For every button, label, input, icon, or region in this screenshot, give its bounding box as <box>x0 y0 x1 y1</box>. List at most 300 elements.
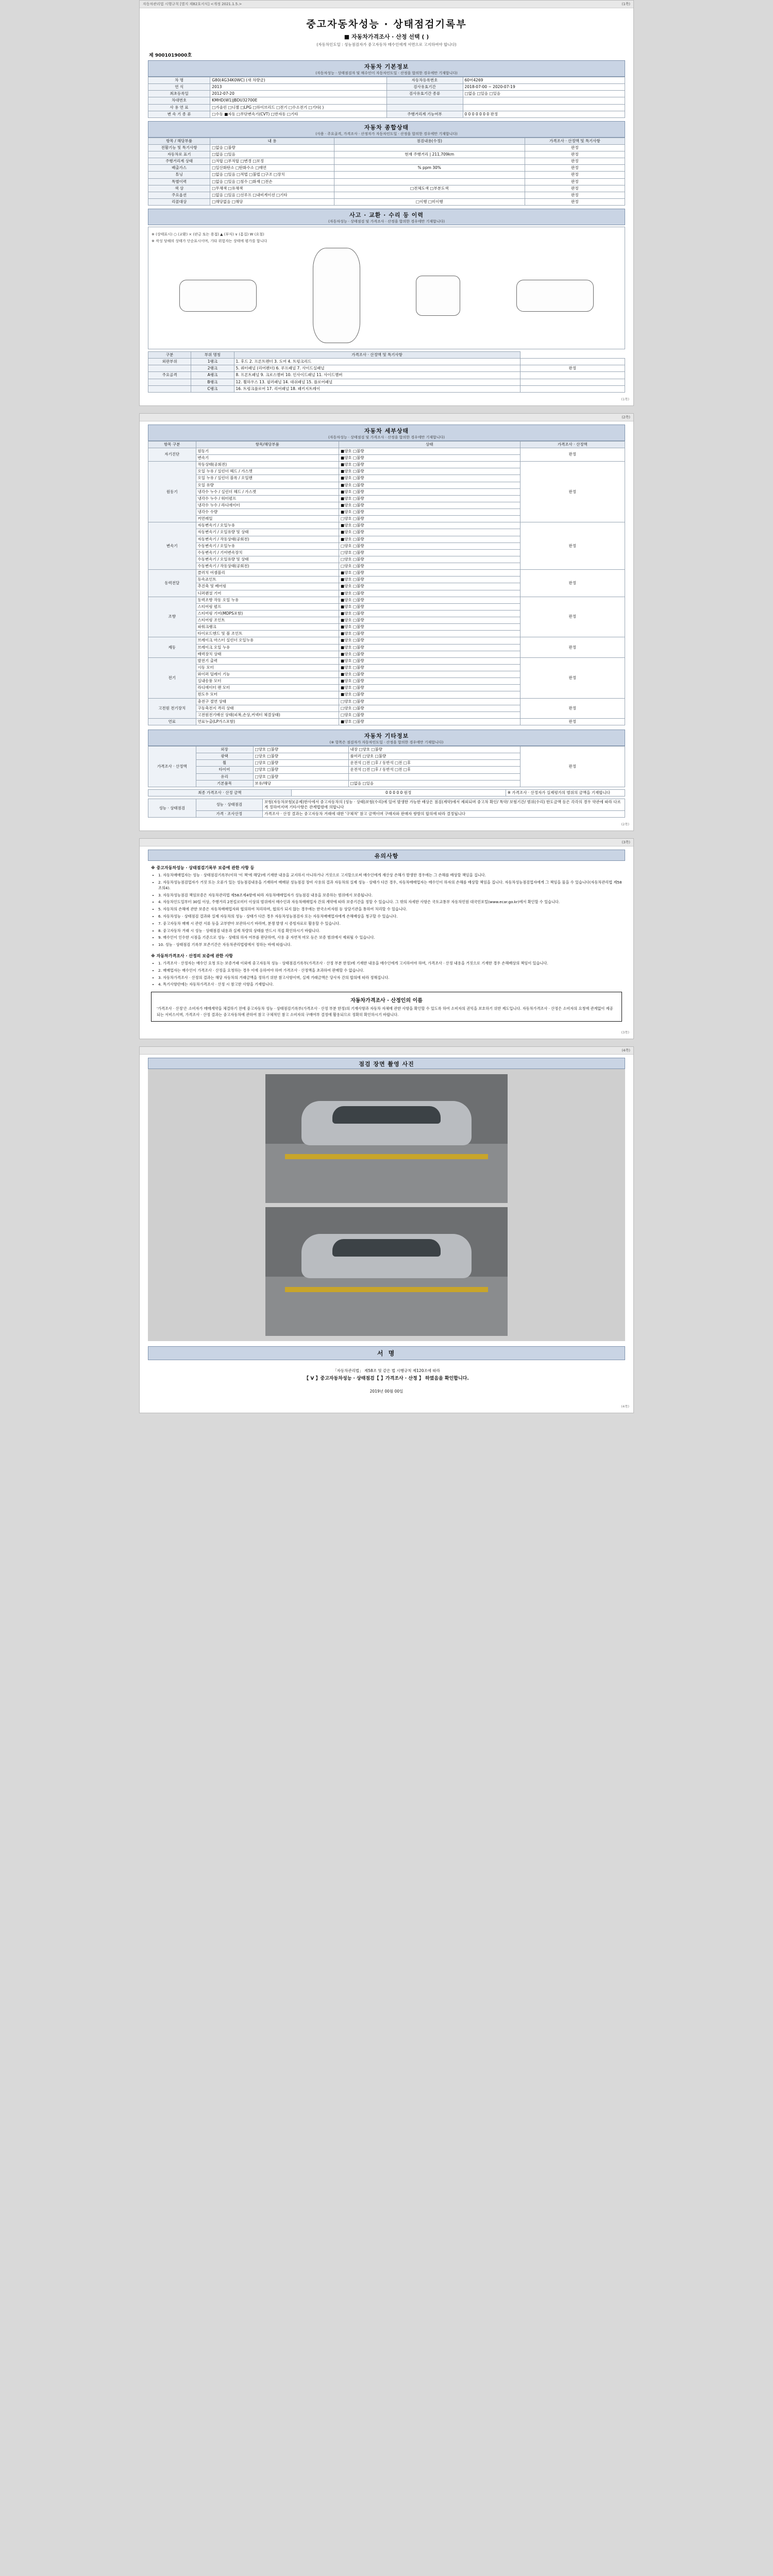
detail-state: ■양호 □불량 <box>339 495 520 502</box>
detail-part: 자동변속기 / 작동상태(공회전) <box>196 536 339 543</box>
accident-note-1: ※ (상태표시) ○ (교환) × (판금 또는 용접) ▲ (부식) ∨ (흠집) W (요철) <box>152 232 264 236</box>
etc-item-2: 룸미러 □양호 □불량 <box>348 753 520 760</box>
detail-part: 수동변속기 / 기어변속장치 <box>196 549 339 556</box>
overall-row <box>148 165 625 172</box>
detail-state: ■양호 □불량 <box>339 624 520 631</box>
detail-value: 판정 <box>520 698 625 718</box>
etc-item: 기본품목 <box>196 780 253 787</box>
parts-category <box>148 385 191 392</box>
parts-rank: 2랭크 <box>191 365 234 372</box>
section-basic-note: (자동차성능 · 상태점검자 및 매수인이 자동차인도일 · 산정을 합의한 경우에만 기재합니다) <box>315 71 458 75</box>
detail-group-label: 제동 <box>148 637 196 657</box>
overall-row <box>148 144 625 151</box>
etc-state: 보유/해당 <box>253 780 348 787</box>
final-price-value: 0 0 0 0 0 원정 <box>291 789 506 796</box>
detail-value: 판정 <box>520 448 625 461</box>
detail-state: ■양호 □불량 <box>339 678 520 685</box>
vehicle-side-right-diagram <box>516 280 594 312</box>
overall-detail <box>334 158 525 165</box>
detail-state: ■양호 □불량 <box>339 597 520 603</box>
notice-item: • 10. 성능 · 상태점검 기록부 보존기간은 자동차관리법령에서 정하는 바에 따릅니다. <box>158 942 622 948</box>
basic-label-2 <box>386 97 463 104</box>
detail-state: ■양호 □불량 <box>339 631 520 637</box>
overall-item: 자동차로 표기 <box>148 151 210 158</box>
overall-value: 판정 <box>525 172 625 178</box>
detail-state: ■양호 □불량 <box>339 590 520 597</box>
basic-value-2: 0 0 0 0 0 0 0 판정 <box>463 111 625 117</box>
basic-label: 연 식 <box>148 84 210 91</box>
pledge-title: 자동차가격조사 · 산정인의 이름 <box>350 998 423 1004</box>
page-4-number: (4쪽) <box>621 1048 630 1053</box>
overall-item: 리콜대상 <box>148 198 210 205</box>
section-photos <box>148 1058 625 1069</box>
inspection-photo-2 <box>265 1207 508 1336</box>
signature-title: 서 명 <box>148 1346 625 1360</box>
page-2 <box>139 413 634 832</box>
parts-names: 12. 휠하우스 13. 필러패널 14. 대쉬패널 15. 플로어패널 <box>234 379 520 385</box>
detail-value: 판정 <box>520 657 625 698</box>
basic-info-row <box>148 97 625 104</box>
detail-col-header: 가격조사 · 산정액 <box>520 441 625 448</box>
detail-group-label: 자기진단 <box>148 448 196 461</box>
detail-value: 판정 <box>520 637 625 657</box>
section-overall-note: (사용 · 주요골격, 가격조사 · 산정자가 자동차인도일 · 산정을 합의한 경우에만 기재합니다) <box>315 131 458 136</box>
detail-row <box>148 597 625 603</box>
guarantee-row <box>148 799 625 810</box>
etc-judgement: 판정 <box>520 747 625 787</box>
guarantee-label: 가격 · 조사산정 <box>196 811 263 818</box>
detail-state: ■양호 □불량 <box>339 462 520 468</box>
etc-value-header: 가격조사 · 산정액 <box>148 747 196 787</box>
overall-item: 특별이력 <box>148 178 210 185</box>
document-subtitle: ■ 자동차가격조사 · 산정 선택 ( ) <box>344 33 429 40</box>
detail-state-table <box>148 441 625 725</box>
pledge-box <box>151 992 622 1022</box>
detail-state: ■양호 □불량 <box>339 583 520 590</box>
overall-item: 튜닝 <box>148 172 210 178</box>
detail-state: ■양호 □불량 <box>339 529 520 536</box>
overall-row <box>148 151 625 158</box>
overall-value: 판정 <box>525 178 625 185</box>
detail-part: 클러치 어셈블리 <box>196 570 339 577</box>
detail-state: ■양호 □불량 <box>339 644 520 651</box>
detail-part: 충전구 절연 상태 <box>196 698 339 705</box>
basic-value: 2012-07-20 <box>210 91 386 97</box>
basic-value: □수동 ■자동 □무단변속기(CVT) □반자동 □기타 <box>210 111 386 117</box>
parts-category <box>148 365 191 372</box>
notice-head: ※ 중고자동차성능 · 상태점검기록부 보증에 관한 사항 등 <box>151 866 255 871</box>
overall-value: 판정 <box>525 198 625 205</box>
detail-part: 냉각수 누수 / 라디에이터 <box>196 502 339 509</box>
detail-part: 발전기 출력 <box>196 657 339 664</box>
parts-category <box>148 379 191 385</box>
page-1 <box>139 0 634 406</box>
detail-value: 판정 <box>520 570 625 597</box>
detail-state: ■양호 □불량 <box>339 685 520 691</box>
etc-item-2: 운전석 □전 □후 / 동반석 □전 □후 <box>348 767 520 773</box>
detail-part: 고전원전기배선 상태(피복,손상,커넥터 체결상태) <box>196 711 339 718</box>
overall-col-header: 가격조사 · 산정액 및 특기사항 <box>525 138 625 144</box>
detail-part: 시동 모터 <box>196 664 339 671</box>
overall-detail: 현재 주행거리 | 211,709km <box>334 151 525 158</box>
parts-value <box>520 385 625 392</box>
overall-row <box>148 185 625 192</box>
etc-state: □양호 □불량 <box>253 773 348 780</box>
overall-detail: □이행 □미이행 <box>334 198 525 205</box>
basic-label: 차대번호 <box>148 97 210 104</box>
parts-value <box>520 359 625 365</box>
guarantee-text: 보험(자동차보험)(공제)한사에서 중고자동차의 (성능 · 상태)보험(수리)에 있어 발생한 가능한 배상은 점검(계약)에서 제외되며 중고차 확인/ 특약/ 보험기간/ 범위(수리) 한도금액 등은 각각의 경우 약관에 따라 다르게 정하여지며 기타사항은 관계법령에 의합니다 <box>263 799 625 810</box>
overall-detail <box>334 144 525 151</box>
accident-note-2: ※ 작성 당해의 상태가 단순표시이며, 기타 위험자는 상태에 평가를 합니다 <box>152 239 267 243</box>
etc-item: 외장 <box>196 747 253 753</box>
overall-value: 판정 <box>525 165 625 172</box>
notice-item: • 3. 자동차성능점검 책임보증은 자동차관리법 제58조제4항에 따라 자동차매매업자가 성능점검 내용을 보증하는 범위에서 보증됩니다. <box>158 893 622 899</box>
section-etc-note: (※ 항목은 점검자가 자동차인도일 · 산정을 합의한 경우에만 기재합니다) <box>329 740 444 744</box>
detail-part: 자동변속기 / 오일누유 <box>196 522 339 529</box>
basic-value-2: □없음 □있음 □있음 <box>463 91 625 97</box>
vehicle-diagram <box>152 245 621 346</box>
detail-state: ■양호 □불량 <box>339 577 520 583</box>
section-accident <box>148 209 625 225</box>
basic-info-row <box>148 104 625 111</box>
photos-title: 점검 장면 촬영 사진 <box>359 1061 414 1068</box>
overall-col-header: 점검내용(수정) <box>334 138 525 144</box>
detail-part: 수동변속기 / 오일유량 및 상태 <box>196 556 339 563</box>
etc-item: 휠 <box>196 760 253 767</box>
overall-col-header: 항목 / 해당부품 <box>148 138 210 144</box>
detail-row <box>148 698 625 705</box>
section-accident-note: (자동차성능 · 상태점검 및 가격조사 · 산정을 합의한 경우에만 기재합니다) <box>328 219 445 224</box>
detail-col-header: 항목/해당부품 <box>196 441 339 448</box>
section-overall-title: 자동차 종합상태 <box>364 124 409 131</box>
detail-value: 판정 <box>520 522 625 570</box>
detail-state: ■양호 □불량 <box>339 522 520 529</box>
overall-value: 판정 <box>525 192 625 198</box>
etc-row <box>148 747 625 753</box>
guarantee-label: 성능 · 상태점검 <box>196 799 263 810</box>
parts-names: 5. 쿼터패널 (리어펜더) 6. 루프패널 7. 사이드실패널 <box>234 365 520 372</box>
document-number: 제 9001019000호 <box>149 53 192 58</box>
detail-state: ■양호 □불량 <box>339 468 520 475</box>
section-etc <box>148 730 625 746</box>
overall-item: 전활기능 및 특기사항 <box>148 144 210 151</box>
section-basic-title: 자동차 기본정보 <box>364 63 409 70</box>
basic-value: G80(4G34K0WC) (새 차량금) <box>210 77 386 84</box>
overall-value: 판정 <box>525 185 625 192</box>
detail-part: 자동변속기 / 오일유량 및 상태 <box>196 529 339 536</box>
detail-part: 냉각수 누수 / 실린더 헤드 / 가스켓 <box>196 488 339 495</box>
detail-group-label: 변속기 <box>148 522 196 570</box>
notice-subhead: ※ 자동차가격조사 · 산정의 보증에 관한 사항 <box>151 954 233 959</box>
detail-state: □양호 □불량 <box>339 705 520 711</box>
parts-rank: A랭크 <box>191 372 234 379</box>
detail-part: 냉각수 누수 / 워터펌프 <box>196 495 339 502</box>
detail-state: ■양호 □불량 <box>339 475 520 482</box>
basic-label-2: 검사유효기간 종류 <box>386 91 463 97</box>
detail-state: ■양호 □불량 <box>339 509 520 516</box>
section-detail-state <box>148 425 625 441</box>
basic-value: KMHD(W1)JBDU32700E <box>210 97 386 104</box>
detail-state: ■양호 □불량 <box>339 536 520 543</box>
page-3-number: (3쪽) <box>621 840 630 845</box>
basic-info-row <box>148 77 625 84</box>
detail-col-header: 항목 구분 <box>148 441 196 448</box>
basic-value-2 <box>463 104 625 111</box>
page-2-header <box>140 414 633 421</box>
detail-part: 등속죠인트 <box>196 577 339 583</box>
basic-info-row <box>148 111 625 117</box>
detail-part: 실내송풍 모터 <box>196 678 339 685</box>
detail-state: □양호 □불량 <box>339 698 520 705</box>
detail-part: 파워크랭크 <box>196 624 339 631</box>
detail-part: 오일 누유 / 실린더 헤드 / 가스켓 <box>196 468 339 475</box>
detail-group-label: 원동기 <box>148 462 196 522</box>
detail-row <box>148 637 625 644</box>
basic-value-2 <box>463 97 625 104</box>
etc-item-2: □없음 □있음 <box>348 780 520 787</box>
etc-table <box>148 746 625 787</box>
section-notice <box>148 850 625 861</box>
detail-part: 수동변속기 / 작동상태(공회전) <box>196 563 339 570</box>
detail-part: 타이로드엔드 및 볼 조인트 <box>196 631 339 637</box>
detail-state: ■양호 □불량 <box>339 603 520 610</box>
overall-item: 주행거리계 상태 <box>148 158 210 165</box>
signature-line-1: 「자동차관리법」 제58조 및 같은 법 시행규칙 제120조에 따라 <box>333 1368 440 1374</box>
overall-col-header: 내 용 <box>210 138 334 144</box>
parts-rank: B랭크 <box>191 379 234 385</box>
basic-value: □가솔린 □디젤 □LPG □하이브리드 □전기 □수소전기 □기타( ) <box>210 104 386 111</box>
detail-value: 판정 <box>520 597 625 637</box>
overall-value: 판정 <box>525 144 625 151</box>
detail-part: 스티어링 기어(MDPS포함) <box>196 610 339 617</box>
detail-state: ■양호 □불량 <box>339 664 520 671</box>
etc-item: 광택 <box>196 753 253 760</box>
overall-row <box>148 178 625 185</box>
overall-content: □없음 □불량 <box>210 144 334 151</box>
basic-label-2: 주행거리계 기능여부 <box>386 111 463 117</box>
etc-state: □양호 □불량 <box>253 767 348 773</box>
overall-row <box>148 192 625 198</box>
detail-part: 와이퍼 딜레이 기능 <box>196 671 339 678</box>
vehicle-front-diagram <box>416 276 460 316</box>
document-title: 중고자동차성능 · 상태점검기록부 <box>306 19 467 30</box>
notice-item: • 2. 자동차성능점검업자가 거짓 또는 오류가 있는 성능점검내용을 기재하여 매매된 성능점검 장비 사용의 결과 자동차의 실제 성능 · 상태가 다른 경우, 자동차매매업자는 매수인이 하자의 손해를 배상할 책임을 집니다. 자동차성능점검업자에게 그 책임을 물을 수 있습니다(자동차관리법 제58조의4). <box>158 880 622 891</box>
section-etc-title: 자동차 기타정보 <box>364 733 409 739</box>
detail-state: □양호 □불량 <box>339 556 520 563</box>
overall-item: 배출가스 <box>148 165 210 172</box>
page-2-number: (2쪽) <box>621 415 630 419</box>
parts-value <box>520 379 625 385</box>
overall-row <box>148 158 625 165</box>
parts-row <box>148 379 625 385</box>
detail-state: ■양호 □불량 <box>339 570 520 577</box>
basic-value-2: 2018-07-00 ~ 2020-07-19 <box>463 84 625 91</box>
detail-part: 동력조향 작동 오일 누유 <box>196 597 339 603</box>
detail-state: □양호 □불량 <box>339 549 520 556</box>
detail-part: 변속기 <box>196 455 339 462</box>
accident-parts-table <box>148 351 625 393</box>
detail-part: 라디에이터 팬 모터 <box>196 685 339 691</box>
notice-item: • 4. 자동차인도일부터 30일 이상, 주행거리 2천킬로미터 이상의 범위에서 매수인과 자동차매매업자 간의 계약에 따라 보증기간을 정할 수 있습니다. 그 밖의 자세한 사항은 국토교통부 자동차민원 대국민포털(www.ecar.go.kr)에서 확인할 수 있습니다. <box>158 900 622 905</box>
page-4-footer: (4쪽) <box>621 1404 629 1409</box>
detail-state: ■양호 □불량 <box>339 502 520 509</box>
page-4-header <box>140 1047 633 1055</box>
detail-part: 스티어링 펌프 <box>196 603 339 610</box>
etc-item-2: 운전석 □전 □후 / 동반석 □전 □후 <box>348 760 520 767</box>
detail-part: 냉각수 수량 <box>196 509 339 516</box>
notice-item: • 1. 자동차매매업자는 성능 · 상태점검기록부(이하 '이 책'에 해당)에 기재한 내용을 교지하지 아니하거나 거짓으로 고지할으로써 매수인에게 재산상 손해가 발생한 경우에는 그 손해를 배상할 책임을 집니다. <box>158 873 622 878</box>
page-1-footer: (1쪽) <box>621 397 629 401</box>
overall-content: □없음 □있음 □선루프 □내비게이션 □기타 <box>210 192 334 198</box>
overall-item: 색 상 <box>148 185 210 192</box>
parts-row <box>148 385 625 392</box>
guarantee-text: 가격조사 · 산정 결과는 중고자동차 거래에 대한 '구체적' 참고 금액이며 구매자와 판매자 쌍방의 합의에 따라 결정됩니다 <box>263 811 625 818</box>
basic-label: 차 명 <box>148 77 210 84</box>
guarantee-table <box>148 799 625 818</box>
detail-state: □양호 □불량 <box>339 563 520 570</box>
signature-line-2: 【 Ⅴ 】중고자동차성능 · 상태점검【 】가격조사 · 산정 】 하였음을 확인합니다. <box>304 1376 469 1381</box>
overall-content: □해당없음 □해당 <box>210 198 334 205</box>
parts-row <box>148 365 625 372</box>
parts-row <box>148 359 625 365</box>
detail-group-label: 연료 <box>148 718 196 725</box>
detail-part: 배력장치 상태 <box>196 651 339 657</box>
etc-item: 타이어 <box>196 767 253 773</box>
pledge-body: '가격조사 · 산정'은 소비자가 매매계약을 체결하기 전에 중고자동차 성능 · 상태점검기록부(가격조사 · 산정 부분 한정)의 기재사항과 자동차 자체에 관한 사항을 확인할 수 있도록 하여 소비자의 권익을 보호하기 위한 제도입니다. 자동차가격조사 · 산정은 소비자의 요청에 관계없이 제공되는 서비스이며, 가격조사 · 산정 결과는 중고자동차에 관하여 참고 구체적인 참고 소비자의 구매여부 결정에 활용되므로 정확히 확인하시기 바랍니다. <box>157 1006 613 1017</box>
overall-item: 주요옵션 <box>148 192 210 198</box>
notice-sublist <box>151 961 622 988</box>
parts-value: 판정 <box>520 365 625 372</box>
basic-label-2: 자동차등록번호 <box>386 77 463 84</box>
detail-part: 작동상태(공회전) <box>196 462 339 468</box>
detail-group-label: 고전원 전기장치 <box>148 698 196 718</box>
etc-state: □양호 □불량 <box>253 747 348 753</box>
photo-area <box>148 1069 625 1341</box>
page-1-number: (1쪽) <box>621 2 630 6</box>
basic-label-2 <box>386 104 463 111</box>
detail-row <box>148 657 625 664</box>
detail-state: ■양호 □불량 <box>339 718 520 725</box>
notice-title: 유의사항 <box>374 853 399 860</box>
overall-detail <box>334 172 525 178</box>
parts-category: 주요골격 <box>148 372 191 379</box>
detail-group-label: 전기 <box>148 657 196 698</box>
basic-label-2: 검사유효기간 <box>386 84 463 91</box>
parts-rank: 1랭크 <box>191 359 234 365</box>
detail-state: ■양호 □불량 <box>339 488 520 495</box>
detail-part: 구동축전지 격리 상태 <box>196 705 339 711</box>
parts-col-header: 부위 명칭 <box>191 352 234 359</box>
detail-state: □양호 □불량 <box>339 516 520 522</box>
inspection-photo-1 <box>265 1074 508 1203</box>
etc-item-2 <box>348 773 520 780</box>
overall-row <box>148 172 625 178</box>
final-price-label: 최종 가격조사 · 산정 금액 <box>148 789 292 796</box>
detail-group-label: 동력전달 <box>148 570 196 597</box>
detail-state: ■양호 □불량 <box>339 455 520 462</box>
final-price-table <box>148 789 625 796</box>
parts-names: 8. 프론트패널 9. 크로스멤버 10. 인사이드패널 11. 사이드멤버 <box>234 372 520 379</box>
detail-state: ■양호 □불량 <box>339 617 520 624</box>
accident-diagram-box <box>148 227 625 349</box>
vehicle-top-diagram <box>313 248 360 343</box>
notice-sub-item: • 3. 자동차가격조사 · 산정의 결과는 해당 자동차의 거래금액을 정하기 위한 참고사항이며, 실제 거래금액은 당사자 간의 합의에 따라 정해집니다. <box>158 975 622 981</box>
detail-state: ■양호 □불량 <box>339 671 520 678</box>
detail-state: ■양호 □불량 <box>339 482 520 488</box>
basic-label: 사 용 연 료 <box>148 104 210 111</box>
detail-part: 커먼레일 <box>196 516 339 522</box>
page-2-footer: (2쪽) <box>621 822 629 827</box>
detail-row <box>148 462 625 468</box>
overall-detail <box>334 192 525 198</box>
detail-part: 원동기 <box>196 448 339 454</box>
detail-state: ■양호 □불량 <box>339 691 520 698</box>
section-detail-title: 자동차 세부상태 <box>364 427 409 434</box>
parts-col-header: 가격조사 · 산정액 및 특기사항 <box>234 352 520 359</box>
signature-date: 2019년 00월 00일 <box>369 1388 404 1394</box>
detail-part: 브레이크 오일 누유 <box>196 644 339 651</box>
detail-state: □양호 □불량 <box>339 711 520 718</box>
etc-state: □양호 □불량 <box>253 753 348 760</box>
form-legal-ref: 자동차관리법 시행규칙 [별지 제82호서식] <개정 2021.1.5.> <box>143 2 242 6</box>
page-3 <box>139 838 634 1039</box>
detail-part: 연료누출(LP가스포함) <box>196 718 339 725</box>
overall-table <box>148 138 625 206</box>
notice-sub-item: • 1. 가격조사 · 산정자는 매수인 요청 또는 보증거래 이외에 중고자동차 성능 · 상태점검기록부(가격조사 · 산정 부분 한정)에 기재한 내용을 매수인에게 고지하여야 하며, 가격조사 · 산정 내용을 거짓으로 기재한 경우 손해배상의 책임이 있습니다. <box>158 961 622 967</box>
overall-content: □무채색 □유채색 <box>210 185 334 192</box>
parts-names: 1. 후드 2. 프론트펜더 3. 도어 4. 트렁크리드 <box>234 359 520 365</box>
guarantee-title: 성능 · 상태점검 <box>148 799 196 817</box>
overall-detail <box>334 178 525 185</box>
overall-content: □없음 □있음 □적법 □불법 □구조 □장치 <box>210 172 334 178</box>
detail-state: ■양호 □불량 <box>339 448 520 454</box>
basic-value-2: 60머4269 <box>463 77 625 84</box>
detail-part: 오일 유량 <box>196 482 339 488</box>
section-overall <box>148 121 625 138</box>
parts-row <box>148 372 625 379</box>
notice-item: • 9. 매수인이 인수한 시점을 기준으로 성능 · 상태의 하자 여부를 판단하며, 사용 중 자연적 마모 등은 보증 범위에서 제외될 수 있습니다. <box>158 935 622 941</box>
page-4 <box>139 1046 634 1413</box>
basic-label: 변 속 기 종 류 <box>148 111 210 117</box>
vehicle-side-left-diagram <box>179 280 257 312</box>
etc-item: 유리 <box>196 773 253 780</box>
parts-category: 외판부위 <box>148 359 191 365</box>
notice-item: • 5. 자동차의 손해에 관한 보증은 자동차매매업자와 협의하여 처리하며, 협의가 되지 않는 경우에는 한국소비자원 등 상담기관을 통하여 처리할 수 있습니다. <box>158 907 622 912</box>
parts-col-header: 구분 <box>148 352 191 359</box>
section-basic-info <box>148 60 625 77</box>
signature-body <box>148 1360 625 1400</box>
detail-state: ■양호 □불량 <box>339 637 520 644</box>
notice-item: • 7. 중고자동차 매매 시 관련 서류 등을 교부받아 보관하시기 바라며, 분쟁 발생 시 증빙자료로 활용할 수 있습니다. <box>158 921 622 927</box>
detail-state: ■양호 □불량 <box>339 657 520 664</box>
detail-state: □양호 □불량 <box>339 543 520 549</box>
overall-detail: % ppm 30% <box>334 165 525 172</box>
overall-row <box>148 198 625 205</box>
detail-row <box>148 718 625 725</box>
notice-list <box>151 873 622 948</box>
detail-part: 수동변속기 / 오일누유 <box>196 543 339 549</box>
notice-sub-item: • 4. 특기사항란에는 자동차가격조사 · 산정 시 참고한 사항을 기재합니다. <box>158 982 622 988</box>
detail-group-label: 조향 <box>148 597 196 637</box>
basic-info-row <box>148 84 625 91</box>
notice-sub-item: • 2. 매매업자는 매수인이 가격조사 · 산정을 요청하는 경우 이에 응하여야 하며 가격조사 · 산정액을 초과하여 판매할 수 없습니다. <box>158 968 622 974</box>
document-subnote: (자동차인도일 : 성능점검자가 중고자동차 매수인에게 서면으로 고지하여야 합니다) <box>316 42 457 47</box>
basic-value: 2013 <box>210 84 386 91</box>
overall-value: 판정 <box>525 158 625 165</box>
basic-label: 최초등록일 <box>148 91 210 97</box>
parts-rank: C랭크 <box>191 385 234 392</box>
